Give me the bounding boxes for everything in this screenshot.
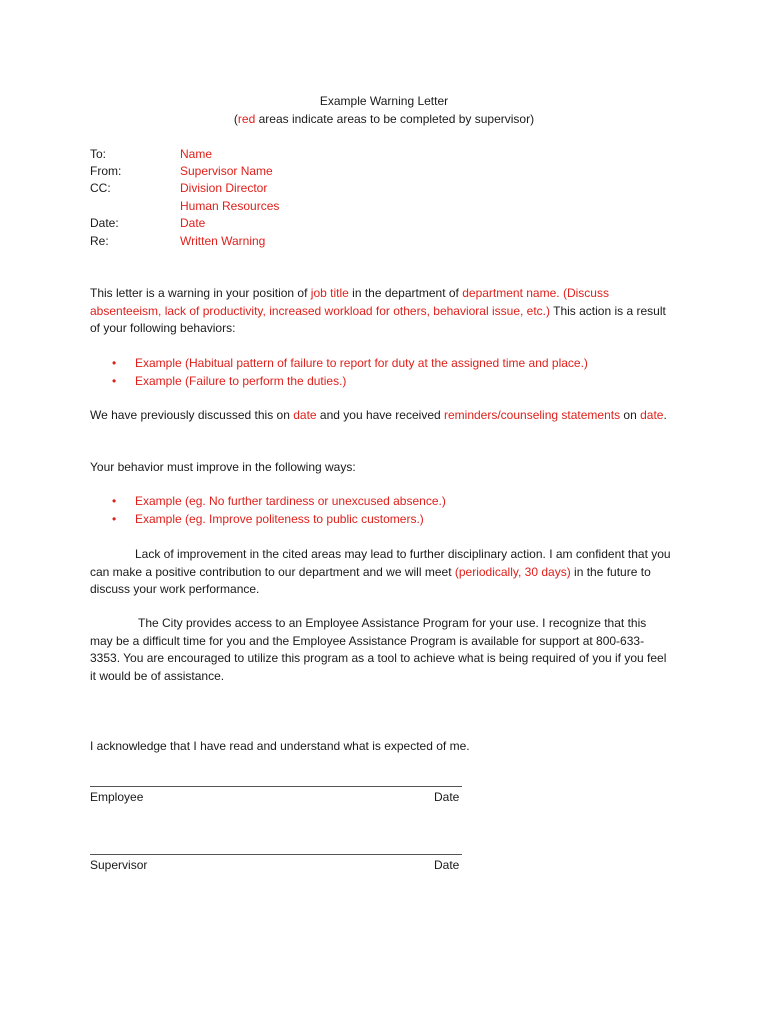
subtitle-open: (: [233, 112, 238, 126]
improvements-list: [90, 493, 446, 528]
p1-job-title: job title: [310, 286, 349, 300]
memo-date-value: Date: [180, 216, 206, 230]
paragraph-warning: [90, 285, 672, 338]
supervisor-date-label: Date: [434, 858, 460, 872]
p2-text-c: on: [620, 408, 641, 422]
memo-to-label: To:: [90, 147, 107, 161]
memo-from-value: Supervisor Name: [180, 164, 273, 178]
supervisor-signature-line: [90, 854, 462, 855]
p1-text-a: This letter is a warning in your position of: [90, 286, 311, 300]
p1-text-c: This action is a result of your following behaviors:: [90, 303, 666, 335]
employee-label: Employee: [90, 790, 144, 804]
letter-subtitle: [0, 111, 768, 129]
p2-reminders: reminders/counseling statements: [444, 408, 621, 422]
p1-department: department name. (Discuss absenteeism, lack of productivity, increased workload for others, behavioral issue, etc.): [90, 286, 609, 318]
memo-re-label: Re:: [90, 234, 109, 248]
subtitle-rest: areas indicate areas to be completed by supervisor): [255, 112, 535, 126]
memo-date-label: Date:: [90, 216, 119, 230]
paragraph-consequences: [90, 546, 672, 599]
supervisor-label: Supervisor: [90, 858, 148, 872]
subtitle-red-word: red: [237, 112, 256, 126]
letter-title: Example Warning Letter: [319, 94, 449, 108]
p2-text-a: We have previously discussed this on: [90, 408, 294, 422]
memo-from-label: From:: [90, 164, 122, 178]
p2-text-b: and you have received: [316, 408, 444, 422]
memo-cc-label: CC:: [90, 181, 111, 195]
behaviors-list: [90, 355, 588, 390]
memo-re-value: Written Warning: [180, 234, 266, 248]
p2-text-d: .: [663, 408, 667, 422]
p4-period: (periodically, 30 days): [454, 564, 571, 579]
employee-signature-line: [90, 786, 462, 787]
memo-cc-value-2: Human Resources: [180, 199, 280, 213]
p4-text-a: Lack of improvement in the cited areas may lead to further disciplinary action. I am confident that you can make a positive contribution to our department and we will meet: [90, 547, 671, 579]
list-item: • Example (Failure to perform the duties.): [90, 373, 588, 391]
list-item: • Example (Habitual pattern of failure to report for duty at the assigned time and place.): [90, 355, 588, 373]
p2-date-1: date: [293, 408, 317, 422]
list-item: • Example (eg. No further tardiness or unexcused absence.): [90, 493, 446, 511]
p1-text-b: in the department of: [348, 286, 463, 300]
paragraph-improve: Your behavior must improve in the following ways:: [90, 460, 356, 474]
memo-to-value: Name: [180, 147, 213, 161]
employee-date-label: Date: [434, 790, 460, 804]
p4-text-b: in the future to discuss your work performance.: [90, 564, 651, 596]
paragraph-eap: The City provides access to an Employee Assistance Program for your use. I recognize that this may be a difficult time for you and the Employee Assistance Program is available for support at 800-633-3353. You are encouraged to utilize this program as a tool to achieve what is being required of you if you feel it would be of assistance.: [90, 616, 667, 683]
paragraph-previous-discussion: [90, 407, 672, 425]
p2-date-2: date: [640, 408, 664, 422]
memo-cc-value-1: Division Director: [180, 181, 268, 195]
list-item: • Example (eg. Improve politeness to public customers.): [90, 511, 446, 529]
acknowledgement: I acknowledge that I have read and understand what is expected of me.: [90, 739, 470, 753]
